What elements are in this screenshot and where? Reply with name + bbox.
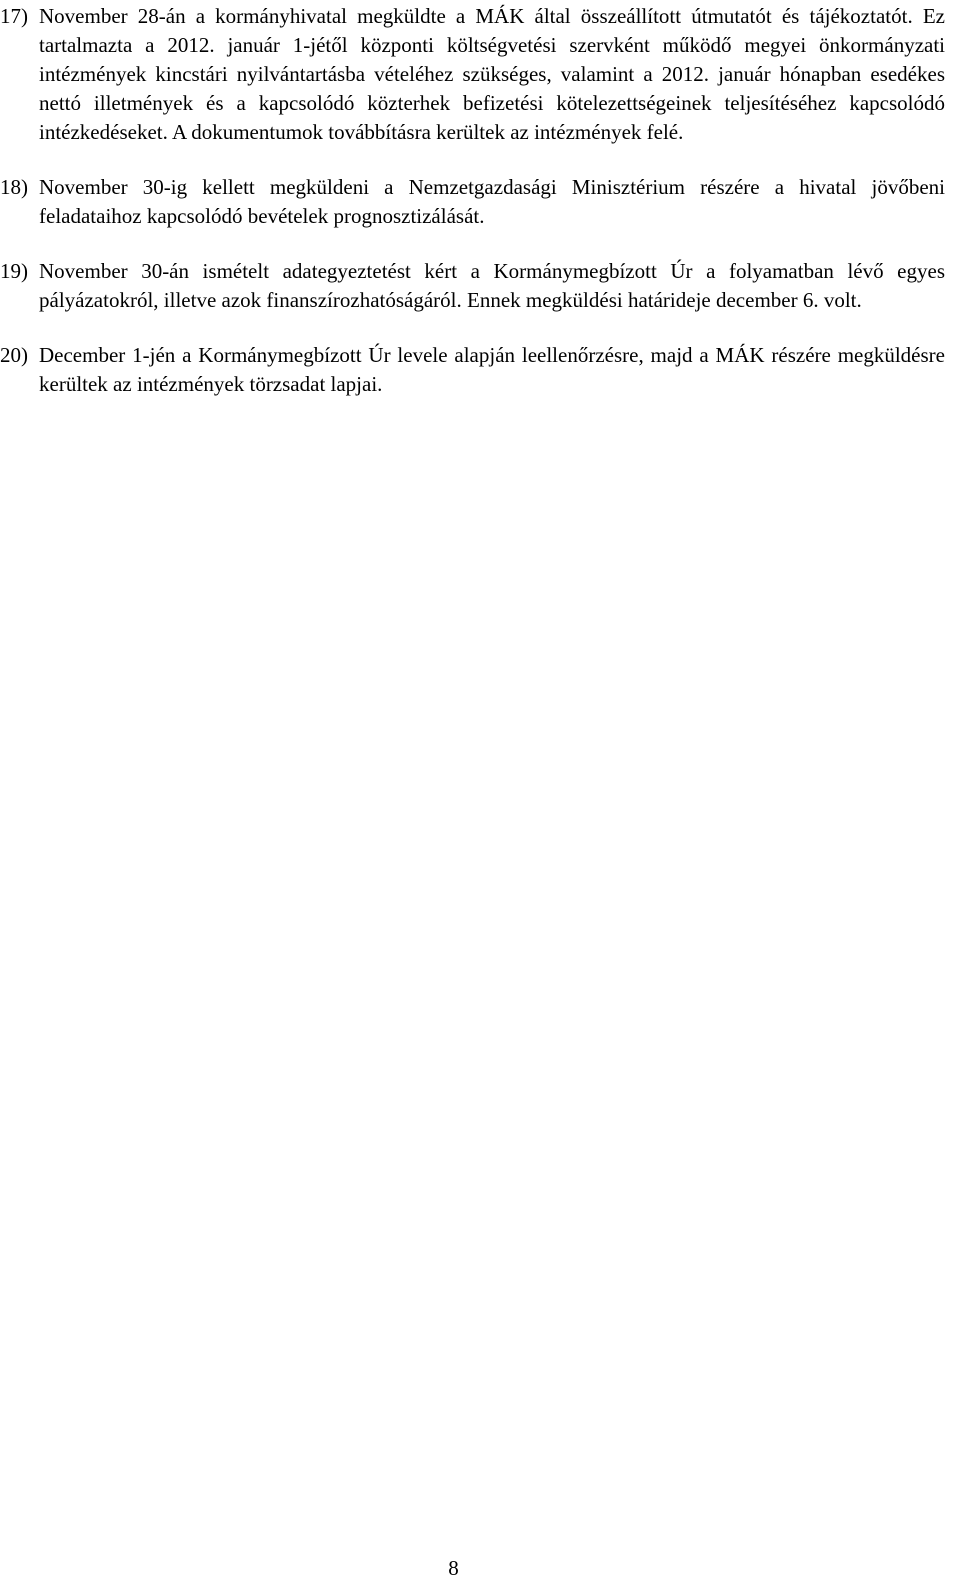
document-body [0,2,945,425]
page-number: 8 [448,1556,459,1580]
list-item-20 [0,341,945,399]
list-item-18 [0,173,945,231]
item-number: 17) [0,4,28,28]
item-text: November 30-ig kellett megküldeni a Nemzetgazdasági Minisztérium részére a hivatal jövőbeni feladataihoz kapcsolódó bevételek prognosztizálását. [39,175,945,228]
item-number: 19) [0,259,28,283]
item-text: November 30-án ismételt adategyeztetést kért a Kormánymegbízott Úr a folyamatban lévő egyes pályázatokról, illetve azok finanszírozhatóságáról. Ennek megküldési határideje december 6. volt. [39,259,945,312]
item-number: 18) [0,175,28,199]
list-item-17 [0,2,945,147]
list-item-19 [0,257,945,315]
item-number: 20) [0,343,28,367]
item-text: November 28-án a kormányhivatal megküldte a MÁK által összeállított útmutatót és tájékoztatót. Ez tartalmazta a 2012. január 1-jétől központi költségvetési szervként működő megyei önkormányzati intézmények kincstári nyilvántartásba vételéhez szükséges, valamint a 2012. január hónapban esedékes nettó illetmények és a kapcsolódó közterhek befizetési kötelezettségeinek teljesítéséhez kapcsolódó intézkedéseket. A dokumentumok továbbításra kerültek az intézmények felé. [39,4,945,144]
item-text: December 1-jén a Kormánymegbízott Úr levele alapján leellenőrzésre, majd a MÁK részére megküldésre kerültek az intézmények törzsadat lapjai. [39,343,945,396]
